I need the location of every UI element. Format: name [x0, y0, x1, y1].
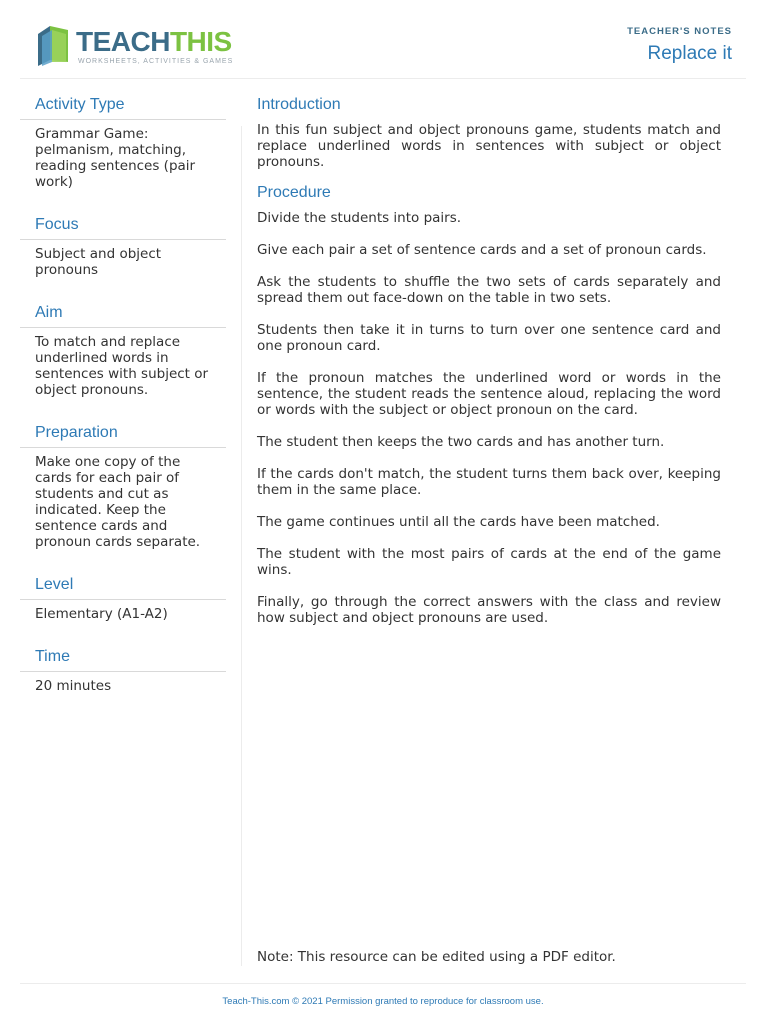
teach-this-logo[interactable] [36, 22, 256, 70]
page-title: Replace it [647, 43, 732, 64]
procedure-step: If the pronoun matches the underlined word or words in the sentence, the student reads the sentence aloud, replacing the word or words with the subject or object pronoun on the card. [257, 370, 721, 418]
level-text: Elementary (A1-A2) [35, 606, 168, 622]
aim-heading: Aim [20, 302, 226, 328]
level-section [20, 574, 226, 622]
procedure-heading: Procedure [257, 184, 331, 201]
procedure-step: Finally, go through the correct answers with the class and review how subject and object pronouns are used. [257, 594, 721, 626]
introduction-text: In this fun subject and object pronouns game, students match and replace underlined words in sentences with subject or object pronouns. [257, 122, 721, 170]
activity-type-heading: Activity Type [20, 94, 226, 120]
time-heading: Time [20, 646, 226, 672]
logo-this-text: THIS [169, 26, 232, 57]
procedure-step: The student then keeps the two cards and has another turn. [257, 434, 665, 450]
activity-type-text: Grammar Game: pelmanism, matching, reading sentences (pair work) [35, 126, 196, 190]
time-text: 20 minutes [35, 678, 112, 694]
page-header [20, 0, 746, 79]
logo-tagline: WORKSHEETS, ACTIVITIES & GAMES [78, 58, 234, 65]
focus-section [20, 214, 226, 278]
focus-heading: Focus [20, 214, 226, 240]
procedure-step: Students then take it in turns to turn over one sentence card and one pronoun card. [257, 322, 721, 354]
book-logo-icon [36, 24, 74, 68]
section-label: TEACHER'S NOTES [627, 26, 732, 37]
preparation-heading: Preparation [20, 422, 226, 448]
aim-section [20, 302, 226, 398]
logo-teach-text: TEACH [76, 26, 170, 57]
preparation-section [20, 422, 226, 550]
footer-copyright[interactable]: Teach-This.com © 2021 Permission granted to reproduce for classroom use. [222, 996, 544, 1007]
column-divider [241, 126, 242, 966]
sidebar [20, 94, 226, 718]
main-content [257, 94, 721, 642]
procedure-step: If the cards don't match, the student turns them back over, keeping them in the same place. [257, 466, 721, 498]
procedure-step: Give each pair a set of sentence cards and a set of pronoun cards. [257, 242, 707, 258]
procedure-step: Ask the students to shuffle the two sets of cards separately and spread them out face-down on the table in two sets. [257, 274, 721, 306]
procedure-step: Divide the students into pairs. [257, 210, 462, 226]
page-footer [20, 983, 746, 1007]
activity-type-section [20, 94, 226, 190]
focus-text: Subject and object pronouns [35, 246, 162, 278]
preparation-text: Make one copy of the cards for each pair of students and cut as indicated. Keep the sentence cards and pronoun cards separate. [35, 454, 201, 550]
procedure-step: The game continues until all the cards have been matched. [257, 514, 660, 530]
aim-text: To match and replace underlined words in sentences with subject or object pronouns. [35, 334, 209, 398]
time-section [20, 646, 226, 694]
editing-note: Note: This resource can be edited using a PDF editor. [257, 949, 616, 965]
header-right [627, 26, 732, 65]
level-heading: Level [20, 574, 226, 600]
logo-wordmark [76, 26, 232, 58]
introduction-heading: Introduction [257, 96, 341, 113]
procedure-step: The student with the most pairs of cards at the end of the game wins. [257, 546, 721, 578]
